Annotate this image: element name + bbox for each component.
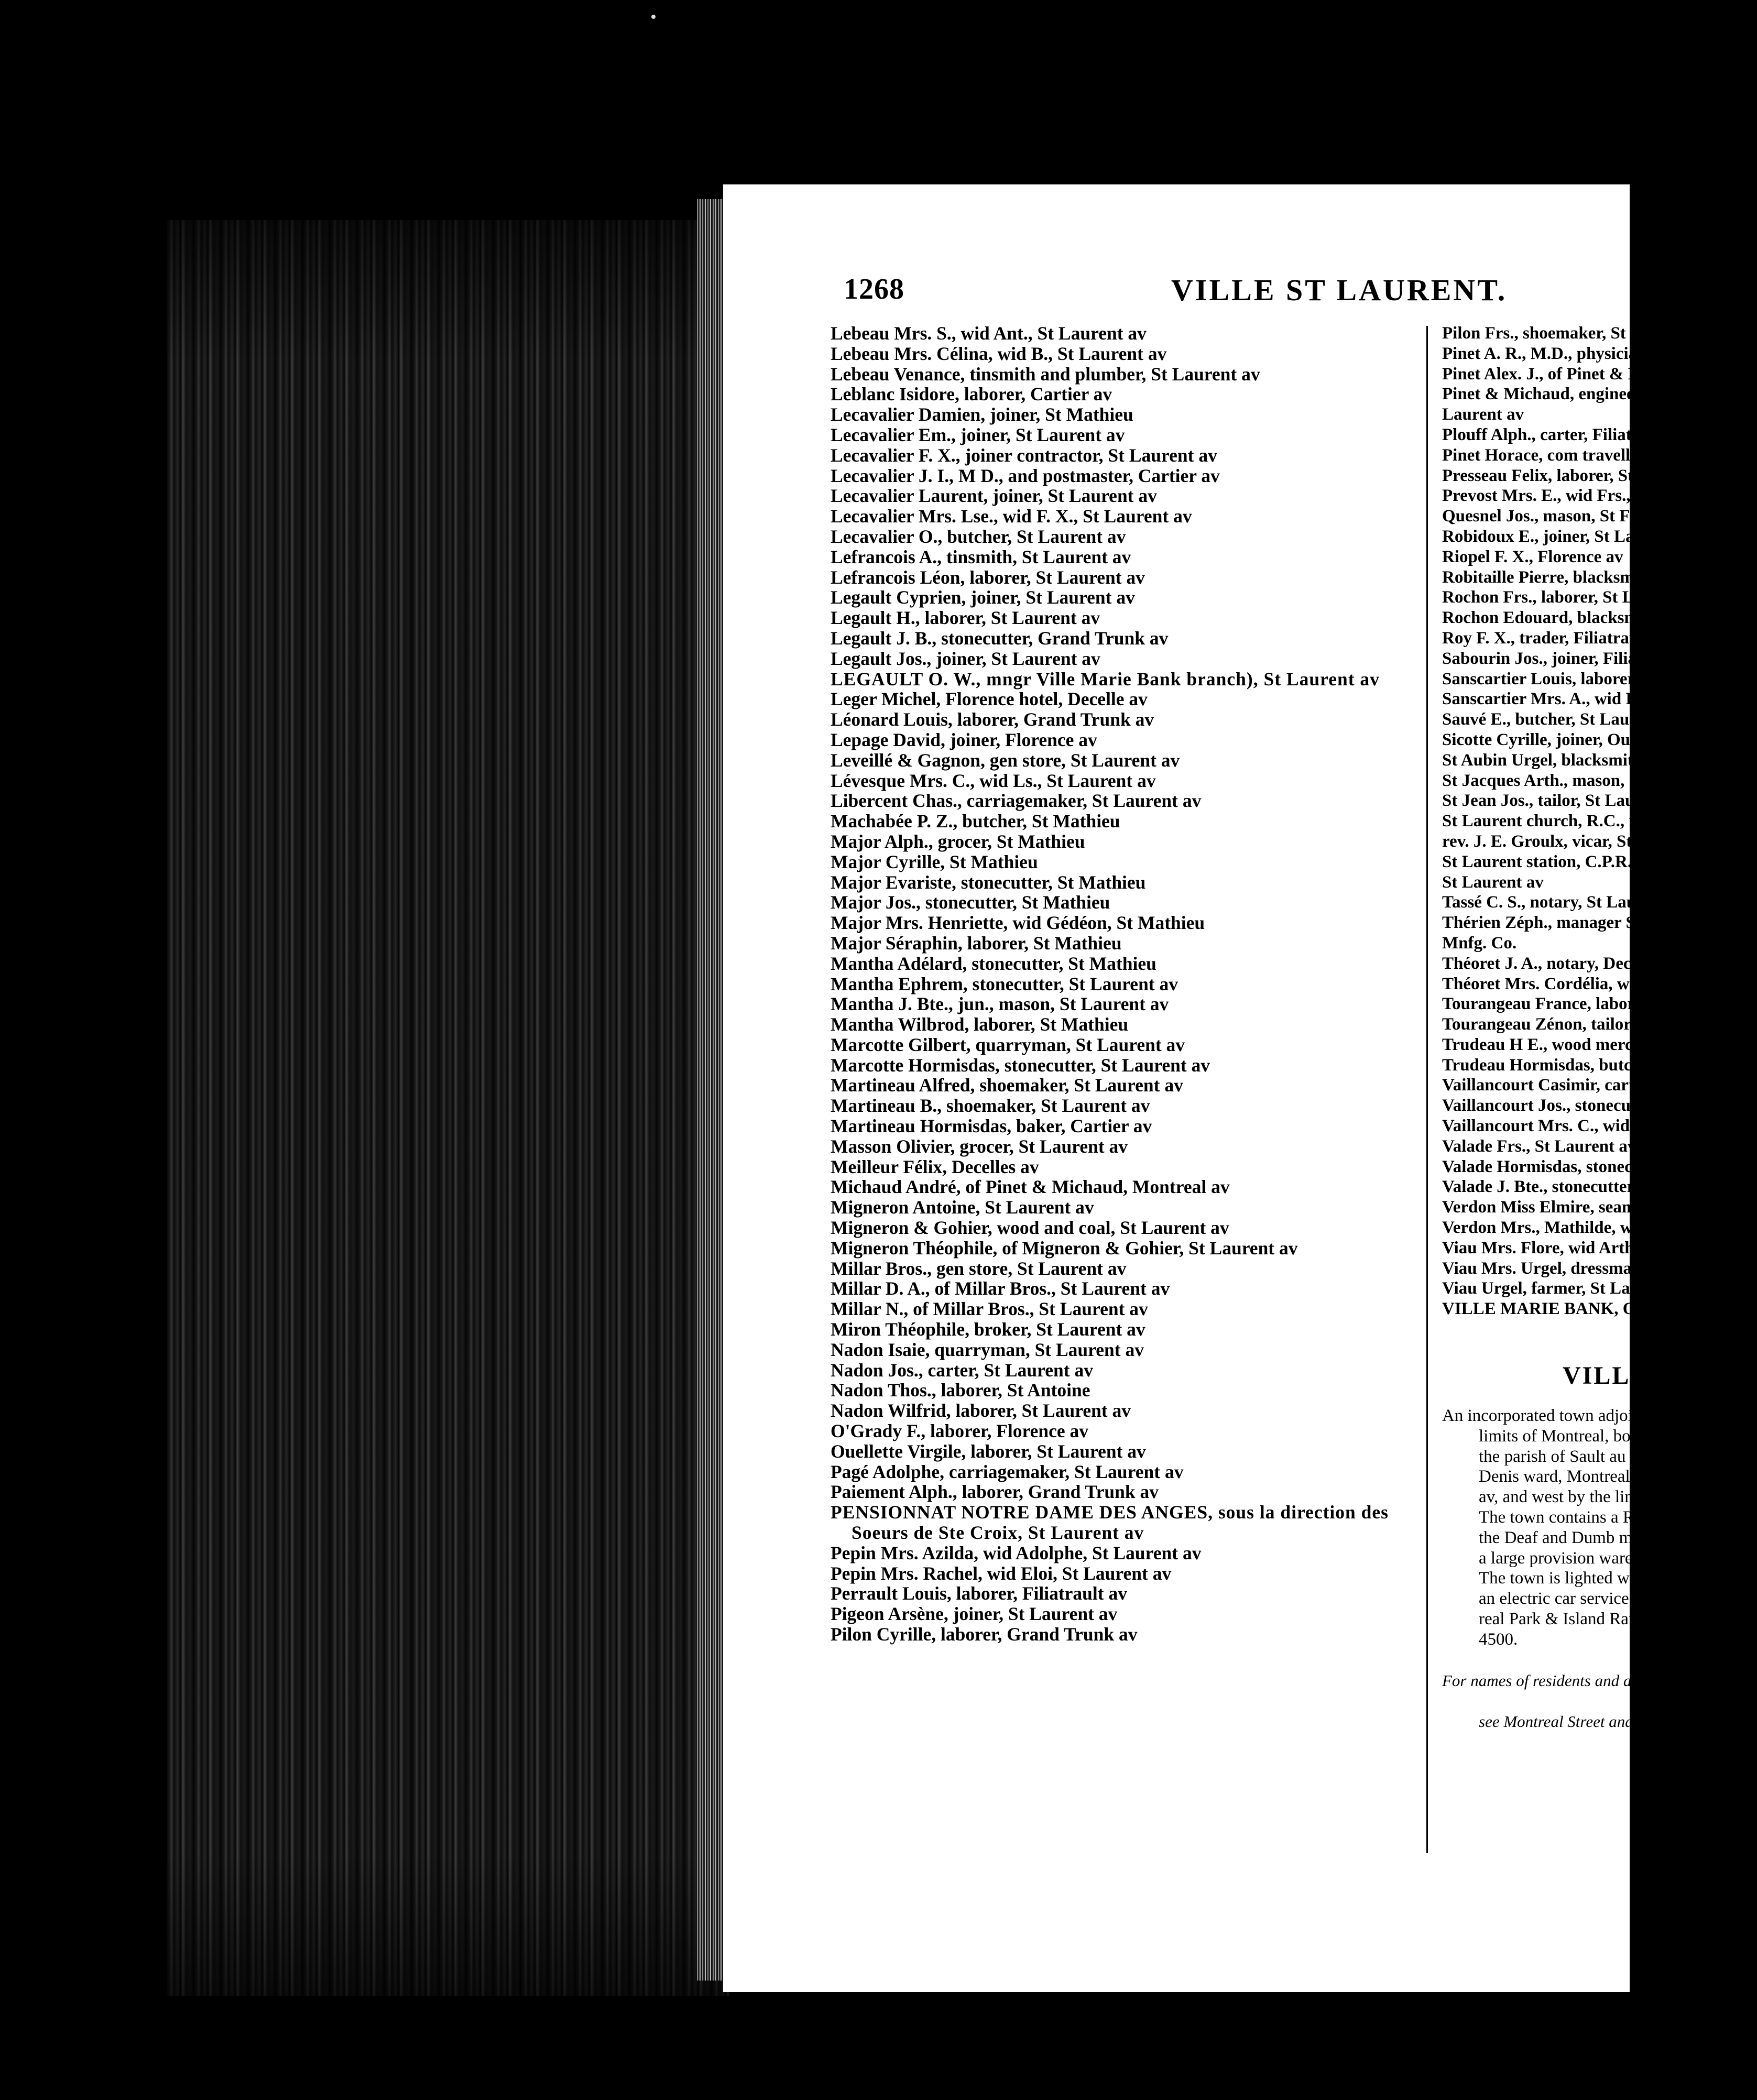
directory-entry: Mantha Ephrem, stonecutter, St Laurent av — [831, 973, 1178, 994]
section-description-line: a large provision warehouse. — [1479, 1548, 1677, 1568]
directory-entry: Leblanc Isidore, laborer, Cartier av — [831, 384, 1112, 405]
directory-entry: Trudeau Hormisdas, butcher, St — [1442, 1055, 1679, 1075]
section-description-line: The town contains a Romain C — [1479, 1508, 1694, 1527]
directory-entry: Lebeau Mrs. Célina, wid B., St Laurent av — [831, 343, 1167, 364]
directory-entry: Major Cyrille, St Mathieu — [831, 851, 1038, 872]
directory-entry: St Jacques Arth., mason, St L — [1442, 771, 1661, 790]
directory-entry: Legault H., laborer, St Laurent av — [831, 607, 1100, 629]
directory-entry: Pinet & Michaud, engineer — [1442, 385, 1642, 404]
directory-entry: Migneron & Gohier, wood and coal, St Laurent av — [831, 1217, 1229, 1239]
directory-entry: Machabée P. Z., butcher, St Mathieu — [831, 811, 1120, 832]
directory-entry: Pinet A. R., M.D., physician — [1442, 344, 1647, 363]
directory-entry: Sabourin Jos., joiner, Filiatra — [1442, 649, 1659, 668]
directory-entry: Michaud André, of Pinet & Michaud, Montreal av — [831, 1176, 1230, 1198]
directory-entry: rev. J. E. Groulx, vicar, St — [1442, 832, 1632, 851]
directory-entry: Plouff Alph., carter, Filiatra — [1442, 425, 1648, 444]
directory-entry: Pinet Horace, com traveller, — [1442, 445, 1649, 465]
directory-entry: Pepin Mrs. Azilda, wid Adolphe, St Laurent av — [831, 1542, 1202, 1563]
directory-entry: Tassé C. S., notary, St Laurent — [1442, 893, 1667, 912]
directory-entry: Viau Mrs. Flore, wid Arthur, 34 S — [1442, 1238, 1690, 1257]
directory-entry: Robitaille Pierre, blacksmith — [1442, 567, 1655, 587]
directory-entry: Thérien Zéph., manager St L — [1442, 913, 1657, 933]
directory-entry: Nadon Wilfrid, laborer, St Laurent av — [831, 1400, 1131, 1421]
directory-entry: Martineau B., shoemaker, St Laurent av — [831, 1095, 1150, 1117]
directory-entry: Millar D. A., of Millar Bros., St Laurent av — [831, 1278, 1170, 1299]
directory-entry: Major Séraphin, laborer, St Mathieu — [831, 932, 1122, 954]
directory-entry: Martineau Alfred, shoemaker, St Laurent av — [831, 1075, 1183, 1096]
directory-entry: Riopel F. X., Florence av — [1442, 547, 1623, 566]
directory-entry: Lecavalier O., butcher, St Laurent av — [831, 526, 1126, 547]
directory-entry: Lebeau Venance, tinsmith and plumber, St Laurent av — [831, 363, 1260, 385]
right-entries — [1442, 323, 1698, 1319]
directory-entry: Prevost Mrs. E., wid Frs., St — [1442, 486, 1651, 506]
left-column — [831, 323, 1417, 1645]
directory-entry: Meilleur Félix, Decelles av — [831, 1156, 1039, 1177]
directory-entry: Viau Urgel, farmer, St Laurent a — [1442, 1279, 1683, 1298]
directory-entry: LEGAULT O. W., mngr Ville Marie Bank branch), St Laurent av — [831, 668, 1380, 690]
directory-entry: Roy F. X., trader, Filiatrault — [1442, 628, 1650, 648]
directory-entry: Legault Jos., joiner, St Laurent av — [831, 648, 1100, 669]
directory-entry: Lefrancois Léon, laborer, St Laurent av — [831, 566, 1145, 588]
directory-entry: Quesnel Jos., mason, St Frs. — [1442, 507, 1649, 526]
section-note-line: For names of residents and a guide — [1442, 1671, 1672, 1690]
directory-entry: St Laurent station, C.P.R., J. — [1442, 852, 1654, 871]
directory-entry: Miron Théophile, broker, St Laurent av — [831, 1319, 1145, 1340]
directory-entry: Major Mrs. Henriette, wid Gédéon, St Mathieu — [831, 912, 1205, 934]
column-divider — [1426, 326, 1428, 1853]
page-number: 1268 — [844, 273, 904, 305]
directory-entry: Valade Frs., St Laurent av — [1442, 1136, 1636, 1156]
directory-entry: Lecavalier Laurent, joiner, St Laurent av — [831, 485, 1157, 507]
directory-entry: Mantha J. Bte., jun., mason, St Laurent av — [831, 993, 1169, 1015]
directory-entry: Presseau Felix, laborer, St M — [1442, 466, 1654, 485]
directory-entry: Nadon Thos., laborer, St Antoine — [831, 1380, 1090, 1401]
directory-entry: Pilon Cyrille, laborer, Grand Trunk av — [831, 1624, 1138, 1645]
directory-entry: Perrault Louis, laborer, Filiatrault av — [831, 1583, 1127, 1604]
directory-entry: Vaillancourt Casimir, carter, Gra — [1442, 1076, 1687, 1095]
directory-entry: Lecavalier F. X., joiner contractor, St Laurent av — [831, 444, 1217, 466]
directory-entry: Robidoux E., joiner, St Laure — [1442, 527, 1659, 546]
directory-entry: Sicotte Cyrille, joiner, Ouime — [1442, 730, 1657, 749]
directory-entry: Libercent Chas., carriagemaker, St Laurent av — [831, 790, 1202, 812]
directory-entry: Leveillé & Gagnon, gen store, St Laurent av — [831, 749, 1180, 771]
directory-entry: Lepage David, joiner, Florence av — [831, 729, 1097, 750]
directory-entry: Legault Cyprien, joiner, St Laurent av — [831, 587, 1135, 608]
directory-entry: Millar N., of Millar Bros., St Laurent av — [831, 1298, 1148, 1320]
section-note-line: see Montreal Street and Alphabet — [1479, 1712, 1696, 1731]
directory-entry: Tourangeau Zénon, tailor, St Lau — [1442, 1015, 1688, 1034]
directory-entry: Vaillancourt Mrs. C., wid Frs., St — [1442, 1117, 1688, 1136]
directory-entry: Marcotte Hormisdas, stonecutter, St Laurent av — [831, 1054, 1210, 1076]
directory-entry: Léonard Louis, laborer, Grand Trunk av — [831, 709, 1154, 730]
section-description-line: 4500. — [1479, 1629, 1518, 1649]
directory-entry: Lecavalier Mrs. Lse., wid F. X., St Laurent av — [831, 506, 1192, 527]
directory-entry: VILLE MARIE BANK, O. W. L — [1442, 1299, 1680, 1319]
directory-entry: Sauvé E., butcher, St Laurent — [1442, 710, 1660, 729]
section-description-line: An incorporated town adjoining — [1442, 1406, 1664, 1426]
directory-entry: PENSIONNAT NOTRE DAME DES ANGES, sous la direction des Soeurs de Ste Croix, St Laurent av — [831, 1502, 1389, 1544]
directory-entry: Marcotte Gilbert, quarryman, St Laurent av — [831, 1034, 1185, 1055]
section-title: VILLE ST LOU — [1563, 1362, 1757, 1390]
directory-entry: Legault J. B., stonecutter, Grand Trunk av — [831, 627, 1169, 649]
directory-entry: Migneron Antoine, St Laurent av — [831, 1197, 1094, 1218]
directory-page — [723, 184, 1757, 1992]
directory-entry: Sanscartier Mrs. A., wid Loui — [1442, 690, 1661, 709]
directory-entry: Mantha Wilbrod, laborer, St Mathieu — [831, 1014, 1129, 1035]
directory-entry: Migneron Théophile, of Migneron & Gohier, St Laurent av — [831, 1237, 1298, 1259]
directory-entry: Pigeon Arsène, joiner, St Laurent av — [831, 1603, 1118, 1625]
directory-entry: St Jean Jos., tailor, St Laurent — [1442, 791, 1665, 811]
directory-entry: Trudeau H E., wood merchant, S — [1442, 1035, 1685, 1054]
directory-entry: Laurent av — [1442, 405, 1524, 424]
directory-entry: Nadon Jos., carter, St Laurent av — [831, 1359, 1093, 1381]
directory-entry: Lebeau Mrs. S., wid Ant., St Laurent av — [831, 323, 1147, 344]
directory-entry: Pinet Alex. J., of Pinet & M — [1442, 364, 1644, 384]
directory-entry: Pagé Adolphe, carriagemaker, St Laurent av — [831, 1461, 1184, 1482]
book-spine — [167, 220, 729, 1996]
section-description-line: real Park & Island Railway Co — [1479, 1610, 1691, 1629]
directory-entry: Mnfg. Co. — [1442, 933, 1517, 953]
directory-entry: Viau Mrs. Urgel, dressmaker St L — [1442, 1259, 1692, 1278]
directory-entry: Major Evariste, stonecutter, St Mathieu — [831, 871, 1146, 893]
directory-entry: Major Jos., stonecutter, St Mathieu — [831, 892, 1110, 913]
dust-speck — [651, 15, 656, 19]
directory-entry: St Aubin Urgel, blacksmith, S — [1442, 750, 1662, 770]
section-description-line: Denis ward, Montreal, south b — [1479, 1467, 1689, 1486]
directory-entry: Théoret J. A., notary, Decelles a — [1442, 954, 1676, 973]
section-description-line: the Deaf and Dumb male instit — [1479, 1528, 1691, 1547]
directory-entry: Mantha Adélard, stonecutter, St Mathieu — [831, 953, 1156, 974]
section-note — [1442, 1671, 1696, 1732]
directory-entry: Major Alph., grocer, St Mathieu — [831, 830, 1085, 852]
directory-entry: Masson Olivier, grocer, St Laurent av — [831, 1135, 1128, 1157]
directory-entry: St Laurent av — [1442, 872, 1544, 892]
directory-entry: Martineau Hormisdas, baker, Cartier av — [831, 1115, 1152, 1137]
running-head: VILLE ST LAURENT. — [1171, 273, 1508, 307]
section-description-line: the parish of Sault au Recol — [1479, 1447, 1671, 1466]
directory-entry: Leger Michel, Florence hotel, Decelle av — [831, 688, 1148, 710]
directory-entry: Valade Hormisdas, stonecutter, S — [1442, 1157, 1686, 1176]
directory-entry: St Laurent church, R.C., rev — [1442, 812, 1653, 831]
directory-entry: Verdon Miss Elmire, seamstress, — [1442, 1198, 1682, 1217]
directory-entry: Verdon Mrs., Mathilde, wid Miche — [1442, 1218, 1698, 1238]
directory-entry: Théoret Mrs. Cordélia, wid Dolph — [1442, 974, 1694, 993]
directory-entry: Lecavalier Em., joiner, St Laurent av — [831, 424, 1125, 445]
section-description-line: limits of Montreal, bounded o — [1479, 1426, 1686, 1446]
directory-entry: Rochon Frs., laborer, St Lau — [1442, 588, 1652, 607]
directory-entry: Nadon Isaie, quarryman, St Laurent av — [831, 1339, 1144, 1360]
directory-entry: Rochon Edouard, blacksmith, — [1442, 608, 1663, 628]
directory-entry: Paiement Alph., laborer, Grand Trunk av — [831, 1481, 1159, 1503]
directory-entry: Valade J. Bte., stonecutter, St La — [1442, 1177, 1682, 1197]
directory-entry: Vaillancourt Jos., stonecutter, C — [1442, 1096, 1677, 1115]
directory-entry: Tourangeau France, laborer, St — [1442, 994, 1673, 1014]
directory-entry: O'Grady F., laborer, Florence av — [831, 1420, 1089, 1442]
directory-entry: Lecavalier Damien, joiner, St Mathieu — [831, 404, 1133, 425]
directory-entry: Millar Bros., gen store, St Laurent av — [831, 1257, 1127, 1279]
directory-entry: Sanscartier Louis, laborer, Car — [1442, 669, 1671, 688]
directory-entry: Lecavalier J. I., M D., and postmaster, Cartier av — [831, 465, 1220, 486]
directory-entry: Ouellette Virgile, laborer, St Laurent av — [831, 1440, 1146, 1462]
section-description-line: The town is lighted with elect — [1479, 1569, 1685, 1588]
directory-entry: Pepin Mrs. Rachel, wid Eloi, St Laurent av — [831, 1562, 1172, 1584]
section-description — [1442, 1406, 1694, 1650]
directory-entry: Pilon Frs., shoemaker, St L — [1442, 324, 1642, 343]
directory-entry: Lévesque Mrs. C., wid Ls., St Laurent av — [831, 770, 1156, 791]
right-column — [1442, 323, 1757, 1732]
section-description-line: av, and west by the limits — [1479, 1488, 1655, 1507]
section-description-line: an electric car service supplied — [1479, 1589, 1692, 1609]
directory-entry: Lefrancois A., tinsmith, St Laurent av — [831, 546, 1131, 567]
